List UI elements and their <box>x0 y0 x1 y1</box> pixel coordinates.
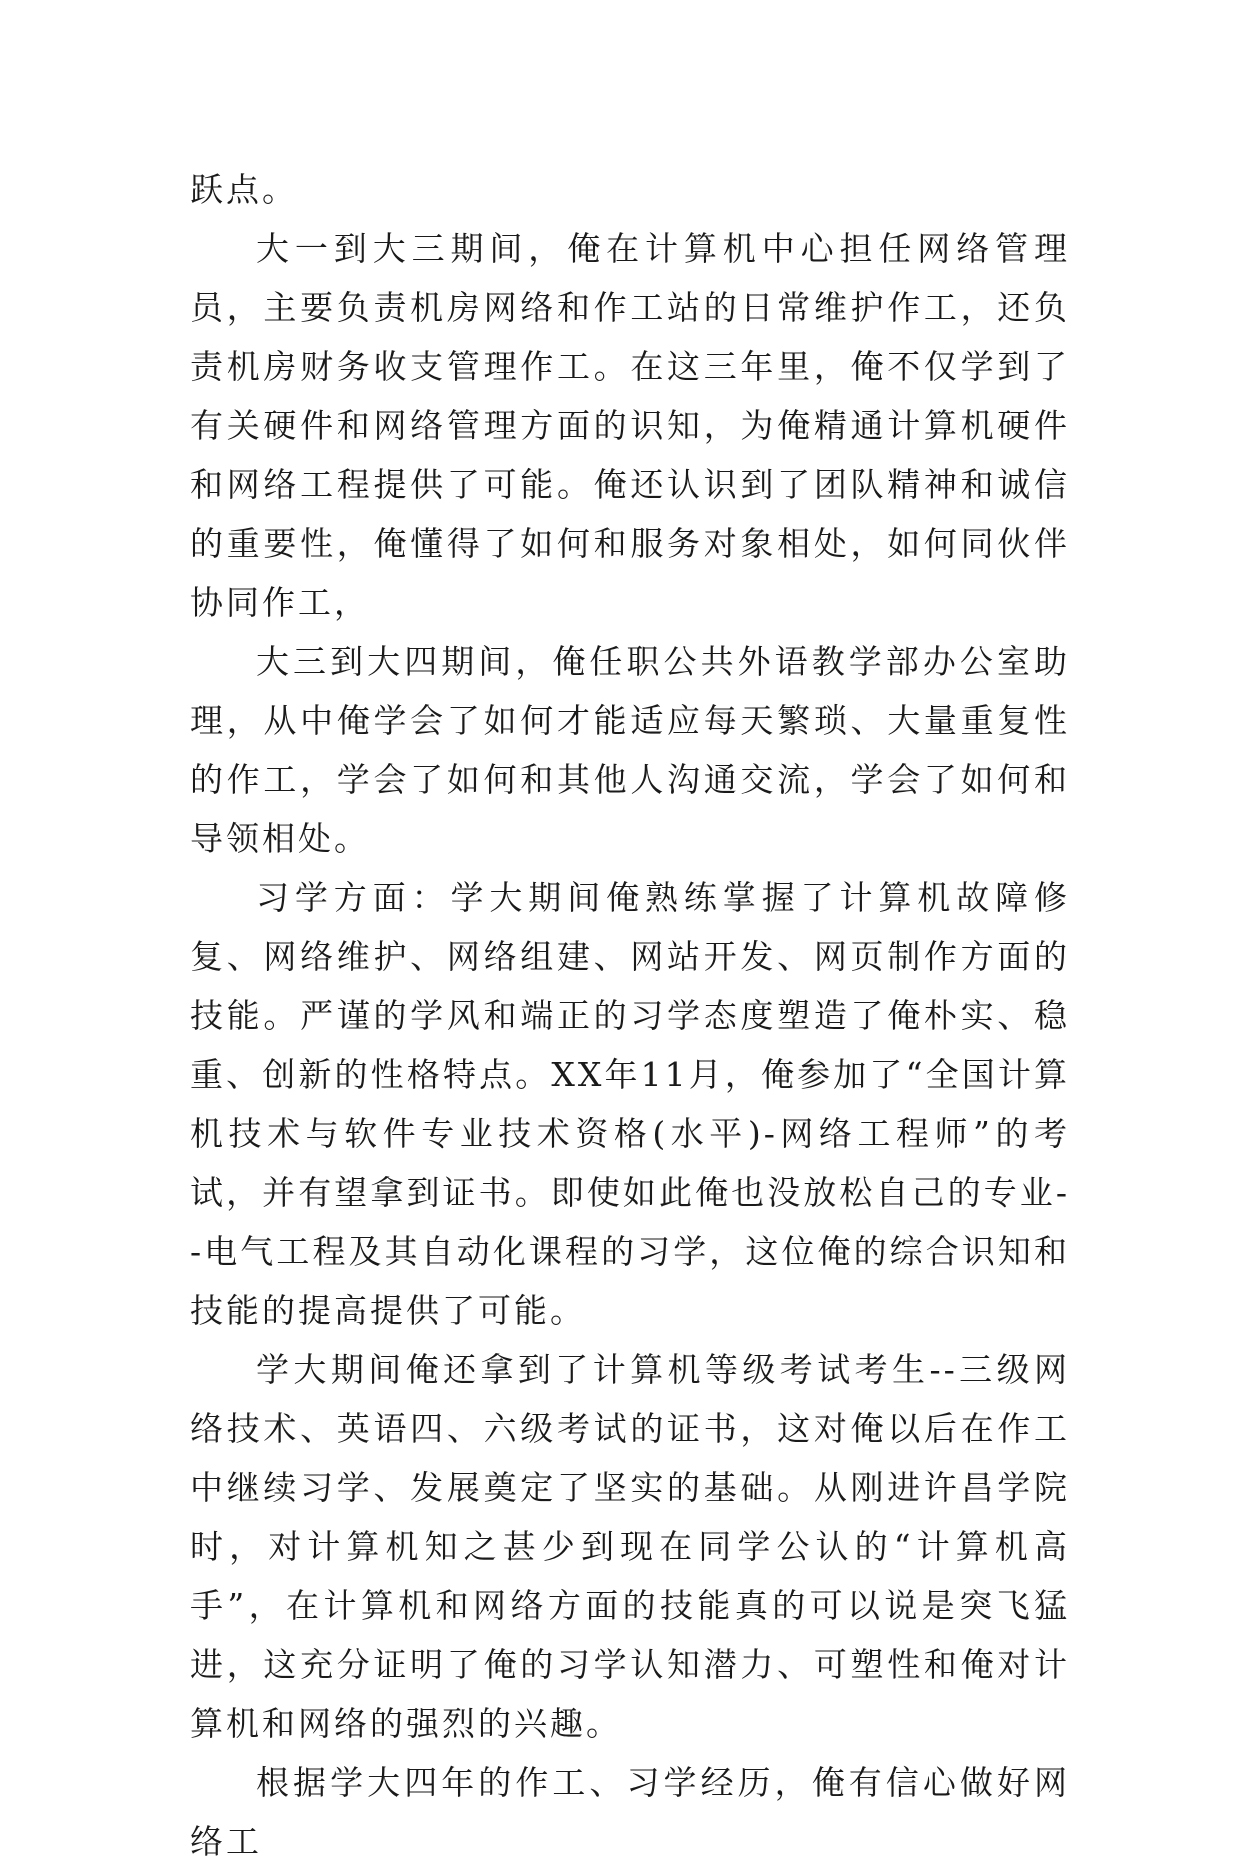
paragraph-network-admin: 大一到大三期间，俺在计算机中心担任网络管理员，主要负责机房网络和作工站的日常维护作工，还负责机房财务收支管理作工。在这三年里，俺不仅学到了有关硬件和网络管理方面的识知，为俺精通计算机硬件和网络工程提供了可能。俺还认识到了团队精神和诚信的重要性，俺懂得了如何和服务对象相处，如何同伙伴协同作工， <box>190 229 1070 622</box>
paragraph-office-assistant: 大三到大四期间，俺任职公共外语教学部办公室助理，从中俺学会了如何才能适应每天繁琐、大量重复性的作工，学会了如何和其他人沟通交流，学会了如何和导领相处。 <box>190 642 1070 858</box>
paragraph-conclusion: 根据学大四年的作工、习学经历，俺有信心做好网络工 <box>190 1763 1070 1861</box>
paragraph-continuation: 跃点。 <box>190 170 298 209</box>
paragraph-certificates: 学大期间俺还拿到了计算机等级考试考生--三级网络技术、英语四、六级考试的证书，这对俺以后在作工中继续习学、发展奠定了坚实的基础。从刚进许昌学院时，对计算机知之甚少到现在同学公认的“计算机高手”，在计算机和网络方面的技能真的可以说是突飞猛进，这充分证明了俺的习学认知潜力、可塑性和俺对计算机和网络的强烈的兴趣。 <box>190 1350 1070 1743</box>
document-body <box>190 160 1070 1871</box>
paragraph-study: 习学方面：学大期间俺熟练掌握了计算机故障修复、网络维护、网络组建、网站开发、网页制作方面的技能。严谨的学风和端正的习学态度塑造了俺朴实、稳重、创新的性格特点。XX年11月，俺参加了“全国计算机技术与软件专业技术资格(水平)-网络工程师”的考试，并有望拿到证书。即使如此俺也没放松自己的专业--电气工程及其自动化课程的习学，这位俺的综合识知和技能的提高提供了可能。 <box>190 878 1070 1330</box>
